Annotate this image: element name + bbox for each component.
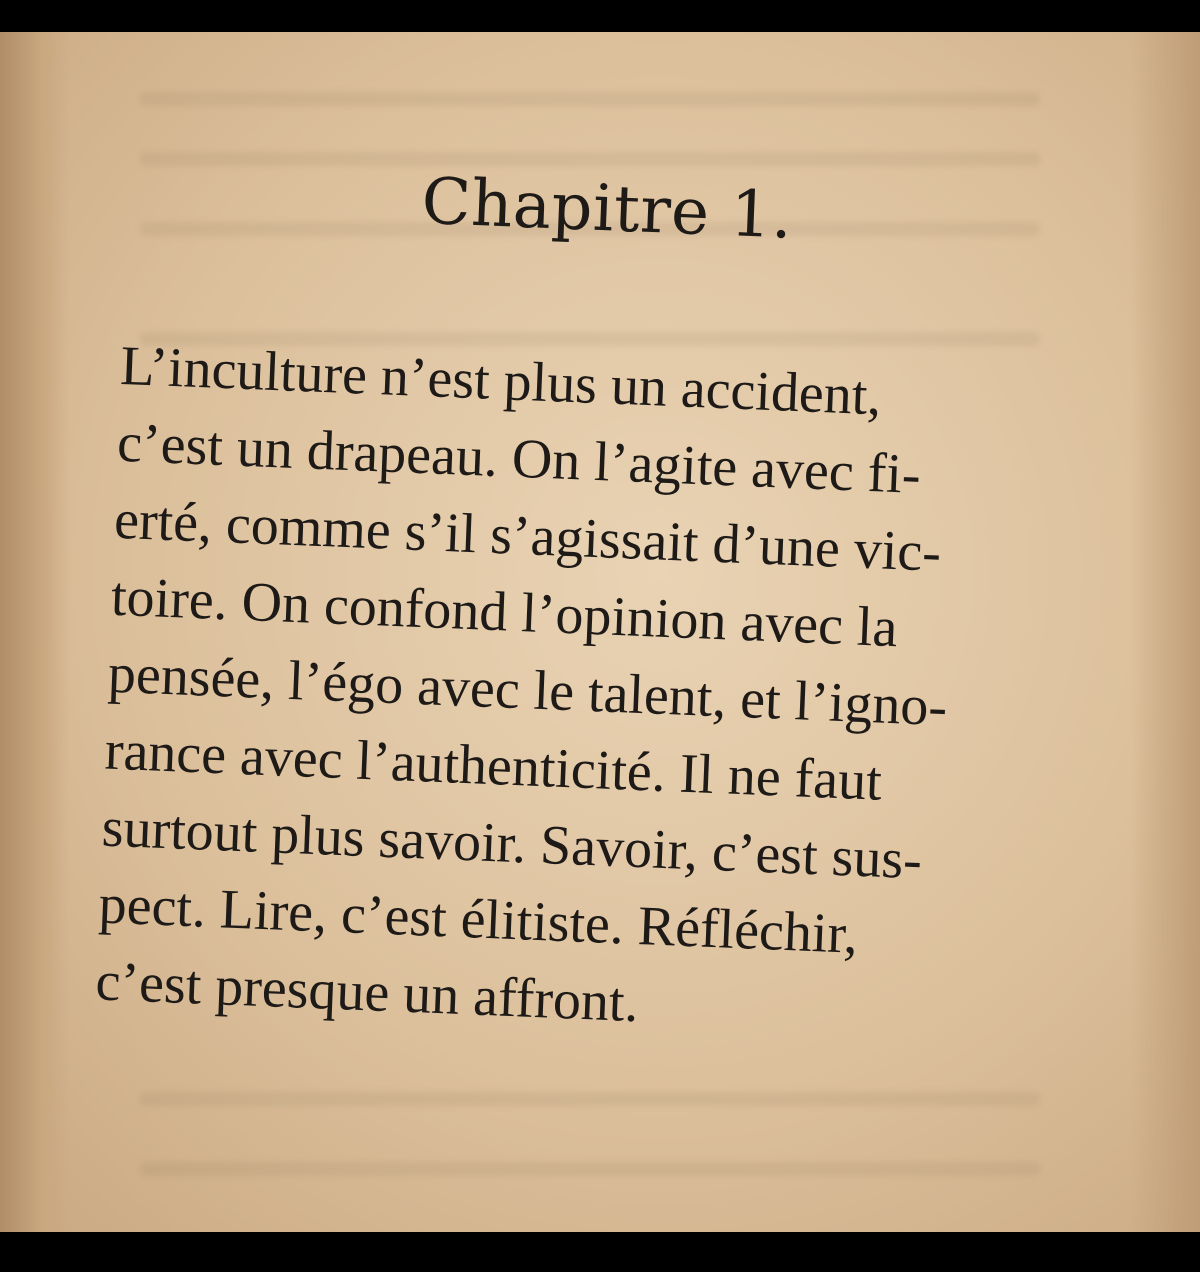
page-text-block (67, 32, 1114, 1232)
chapter-title: Chapitre 1. (420, 164, 794, 254)
body-line: erté, comme s’il s’agissait d’une vic- (113, 488, 943, 584)
page-edge-shadow (1130, 32, 1200, 1232)
body-line: L’inculture n’est plus un accident, (119, 334, 883, 428)
body-line: pensée, l’égo avec le talent, et l’igno- (106, 642, 949, 739)
book-page (0, 32, 1200, 1232)
body-line: surtout plus savoir. Savoir, c’est sus- (100, 796, 924, 892)
top-black-bar (0, 0, 1200, 32)
body-line: c’est presque un affront. (94, 950, 640, 1035)
bottom-black-bar (0, 1232, 1200, 1272)
page-gutter-shadow (0, 32, 70, 1232)
body-line: c’est un drapeau. On l’agite avec fi- (116, 411, 922, 507)
body-line: pect. Lire, c’est élitiste. Réfléchir, (97, 873, 860, 966)
body-line: toire. On confond l’opinion avec la (109, 565, 899, 660)
body-line: rance avec l’authenticité. Il ne faut (103, 719, 883, 813)
